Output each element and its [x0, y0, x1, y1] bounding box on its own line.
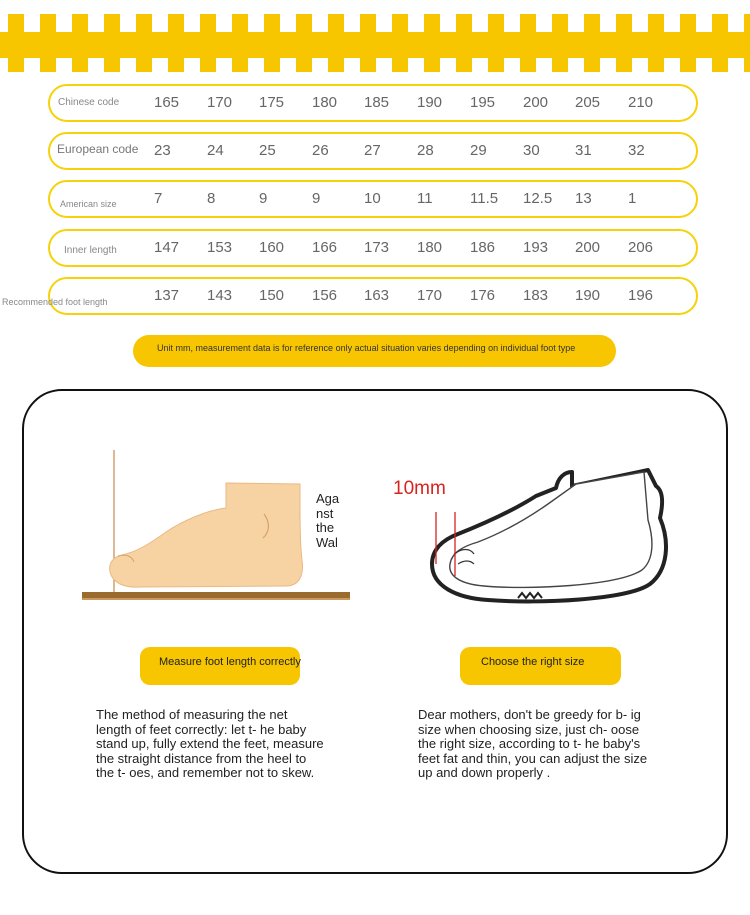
- size-cell: 210: [628, 94, 654, 111]
- banner-tooth: [232, 56, 248, 72]
- size-cell: 165: [154, 94, 180, 111]
- banner-tooth: [136, 14, 152, 34]
- header-banner: [0, 14, 750, 72]
- size-cell: 9: [312, 190, 321, 207]
- size-cell: 147: [154, 239, 180, 256]
- banner-tooth: [488, 14, 504, 34]
- size-cell: 24: [207, 142, 224, 159]
- row-label: Recommended foot length: [2, 297, 108, 307]
- banner-tooth: [520, 56, 536, 72]
- size-cell: 195: [470, 94, 496, 111]
- size-cell: 173: [364, 239, 390, 256]
- size-cell: 31: [575, 142, 592, 159]
- size-cell: 143: [207, 287, 233, 304]
- size-cell: 9: [259, 190, 268, 207]
- banner-tooth: [8, 56, 24, 72]
- banner-tooth: [552, 56, 568, 72]
- size-cell: 200: [523, 94, 549, 111]
- banner-tooth: [648, 14, 664, 34]
- size-cell: 150: [259, 287, 285, 304]
- banner-tooth: [328, 56, 344, 72]
- measure-gap-label: 10mm: [393, 478, 446, 499]
- size-cell: 1: [628, 190, 637, 207]
- banner-tooth: [744, 56, 750, 72]
- size-cell: 8: [207, 190, 216, 207]
- floor-board: [82, 592, 350, 598]
- banner-tooth: [680, 14, 696, 34]
- banner-tooth: [680, 56, 696, 72]
- size-cell: 26: [312, 142, 329, 159]
- row-label: American size: [60, 199, 117, 209]
- size-cell: 185: [364, 94, 390, 111]
- banner-tooth: [584, 14, 600, 34]
- size-cell: 11.5: [470, 190, 499, 207]
- banner-tooth: [424, 56, 440, 72]
- banner-tooth: [328, 14, 344, 34]
- size-cell: 32: [628, 142, 645, 159]
- size-cell: 170: [417, 287, 443, 304]
- wall-label: Aga nst the Wal: [316, 491, 340, 550]
- banner-tooth: [520, 14, 536, 34]
- size-cell: 23: [154, 142, 171, 159]
- banner-tooth: [40, 56, 56, 72]
- size-cell: 156: [312, 287, 338, 304]
- size-cell: 186: [470, 239, 496, 256]
- row-label: Inner length: [64, 245, 117, 256]
- banner-tooth: [360, 14, 376, 34]
- banner-tooth: [264, 56, 280, 72]
- banner-tooth: [584, 56, 600, 72]
- size-cell: 153: [207, 239, 233, 256]
- size-cell: 13: [575, 190, 592, 207]
- banner-tooth: [424, 14, 440, 34]
- size-cell: 193: [523, 239, 549, 256]
- floor-shadow: [82, 598, 350, 600]
- banner-tooth: [168, 56, 184, 72]
- size-cell: 196: [628, 287, 654, 304]
- row-label: European code: [57, 142, 139, 156]
- foot-against-wall-illustration: [80, 450, 352, 605]
- size-cell: 180: [312, 94, 338, 111]
- size-cell: 180: [417, 239, 443, 256]
- banner-tooth: [104, 56, 120, 72]
- size-cell: 183: [523, 287, 549, 304]
- banner-tooth: [264, 14, 280, 34]
- size-cell: 190: [417, 94, 443, 111]
- banner-tooth: [712, 56, 728, 72]
- size-cell: 160: [259, 239, 285, 256]
- size-cell: 27: [364, 142, 381, 159]
- banner-tooth: [712, 14, 728, 34]
- banner-tooth: [648, 56, 664, 72]
- size-cell: 25: [259, 142, 276, 159]
- banner-tooth: [456, 14, 472, 34]
- size-cell: 200: [575, 239, 601, 256]
- size-cell: 163: [364, 287, 390, 304]
- size-row-chinese: [48, 84, 698, 122]
- banner-tooth: [392, 14, 408, 34]
- size-cell: 176: [470, 287, 496, 304]
- size-cell: 137: [154, 287, 180, 304]
- banner-tooth: [200, 56, 216, 72]
- size-cell: 28: [417, 142, 434, 159]
- size-cell: 30: [523, 142, 540, 159]
- banner-tooth: [40, 14, 56, 34]
- measurement-notice: Unit mm, measurement data is for reference only actual situation varies depending on individual foot type: [133, 335, 616, 367]
- banner-tooth: [72, 14, 88, 34]
- size-cell: 12.5: [523, 190, 553, 207]
- size-row-european: [48, 132, 698, 170]
- banner-tooth: [168, 14, 184, 34]
- banner-tooth: [136, 56, 152, 72]
- size-cell: 166: [312, 239, 338, 256]
- banner-tooth: [456, 56, 472, 72]
- size-cell: 205: [575, 94, 601, 111]
- size-cell: 11: [417, 190, 433, 207]
- size-cell: 170: [207, 94, 233, 111]
- size-row-foot-length: [2, 277, 698, 315]
- banner-tooth: [296, 56, 312, 72]
- banner-tooth: [200, 14, 216, 34]
- banner-tooth: [616, 14, 632, 34]
- size-cell: 206: [628, 239, 654, 256]
- size-row-inner-length: [48, 229, 698, 267]
- choose-size-description: Dear mothers, don't be greedy for b- ig size when choosing size, just ch- oose the right size, according to t- he baby's feet fat and thin, you can adjust the size up and down properly .: [418, 708, 648, 780]
- banner-tooth: [232, 14, 248, 34]
- banner-tooth: [392, 56, 408, 72]
- banner-band: [0, 32, 750, 58]
- size-row-american: [48, 180, 698, 218]
- size-cell: 7: [154, 190, 163, 207]
- size-cell: 29: [470, 142, 487, 159]
- choose-size-title: Choose the right size: [460, 647, 621, 685]
- banner-tooth: [72, 56, 88, 72]
- banner-tooth: [104, 14, 120, 34]
- row-label: Chinese code: [58, 97, 120, 108]
- foot-shape: [110, 483, 303, 587]
- size-cell: 190: [575, 287, 601, 304]
- foot-in-shoe-illustration: [418, 460, 680, 610]
- banner-tooth: [616, 56, 632, 72]
- banner-tooth: [296, 14, 312, 34]
- banner-tooth: [744, 14, 750, 34]
- size-cell: 175: [259, 94, 285, 111]
- size-cell: 10: [364, 190, 381, 207]
- measure-foot-title: Measure foot length correctly: [140, 647, 300, 685]
- banner-tooth: [360, 56, 376, 72]
- banner-tooth: [8, 14, 24, 34]
- sole-tread: [518, 593, 542, 598]
- banner-tooth: [552, 14, 568, 34]
- measure-foot-description: The method of measuring the net length of feet correctly: let t- he baby stand up, fully extend the feet, measure the straight distance from the heel to the t- oes, and remember not to skew.: [96, 708, 324, 780]
- banner-tooth: [488, 56, 504, 72]
